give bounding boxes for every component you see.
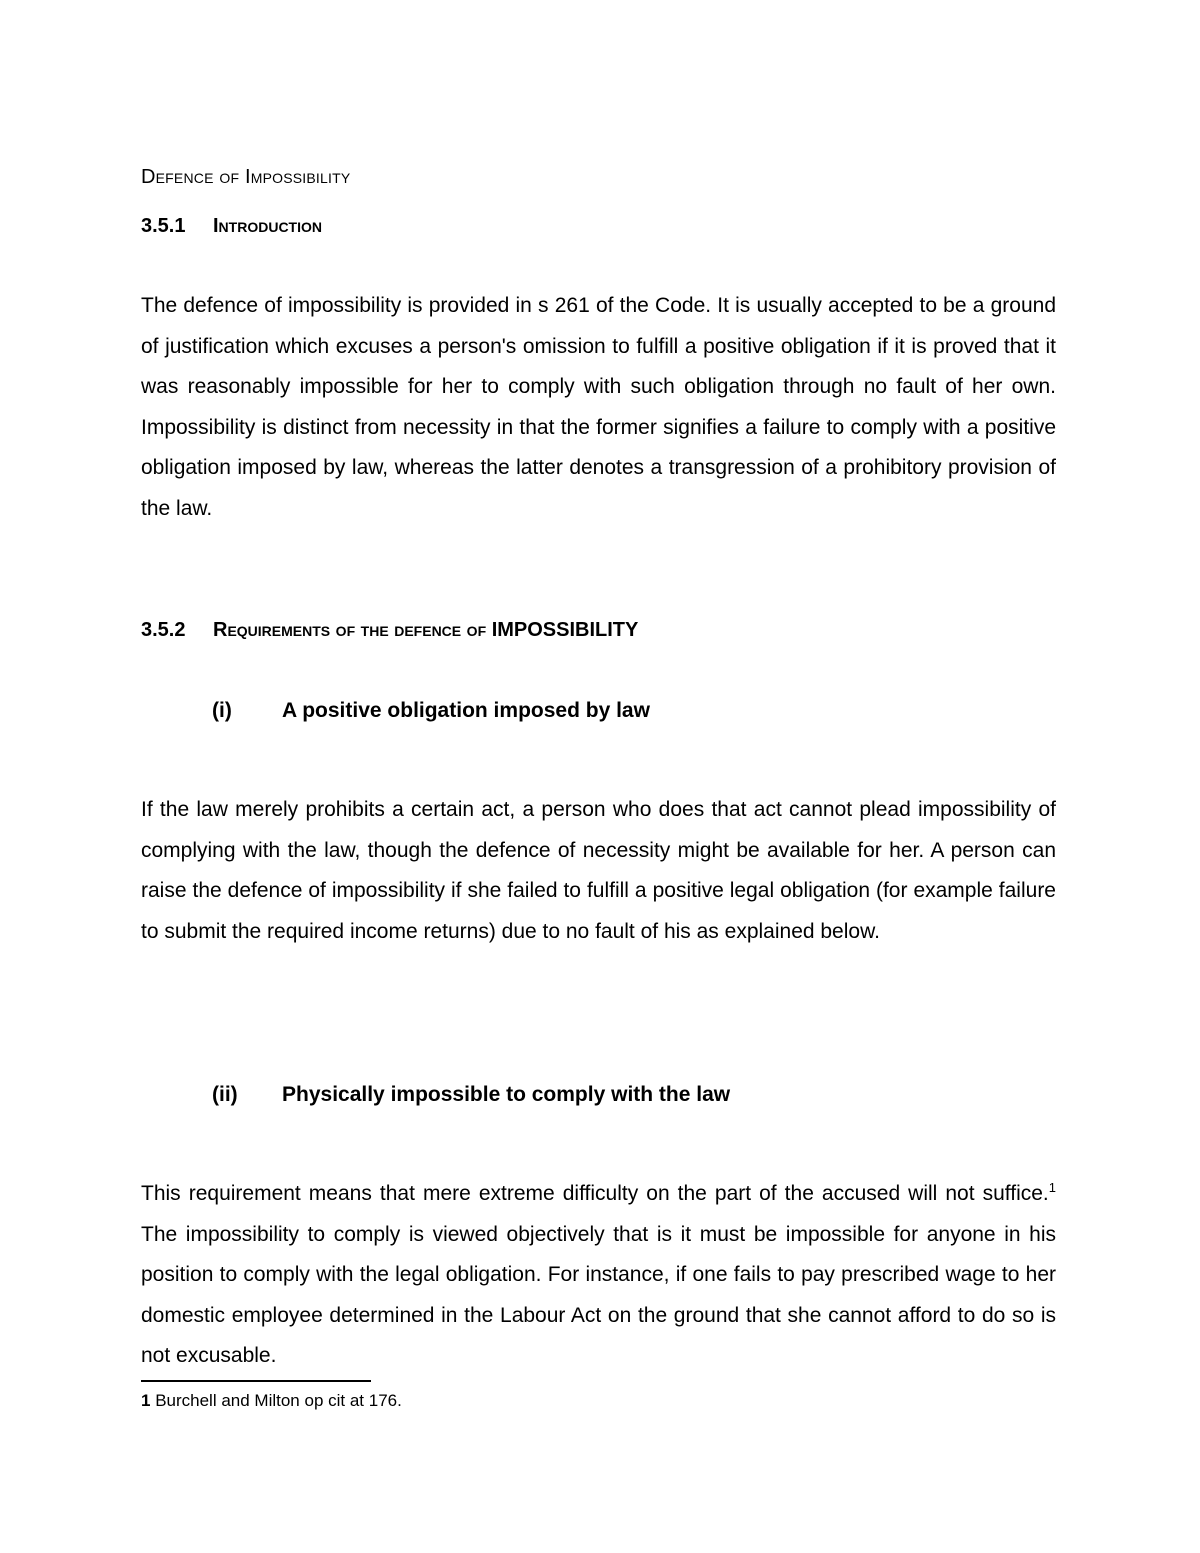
requirement-title: Physically impossible to comply with the law — [282, 1083, 731, 1106]
footnote-number: 1 — [141, 1391, 151, 1410]
requirement-i-paragraph — [141, 790, 1056, 952]
section-title-upper: IMPOSSIBILITY — [491, 619, 639, 641]
section-number: 3.5.2 — [141, 619, 186, 641]
requirement-title: A positive obligation imposed by law — [282, 699, 650, 722]
requirement-heading-i — [212, 697, 650, 725]
requirement-heading-ii — [212, 1081, 730, 1109]
footnote-1 — [141, 1389, 402, 1413]
paragraph-text-end: The impossibility to comply is viewed objectively that is it must be impossible for anyone in his position to comply with the legal obligation. For instance, if one fails to pay prescribed wage to her domestic employee determined in the Labour Act on the ground that she cannot afford to do so is not excusable. — [141, 1222, 1056, 1368]
requirement-number: (i) — [212, 699, 232, 722]
paragraph-text — [141, 1174, 1056, 1377]
section-title: Introduction — [213, 215, 322, 237]
footnote-text: Burchell and Milton op cit at 176. — [150, 1391, 402, 1410]
introduction-paragraph — [141, 286, 1056, 530]
section-heading-requirements — [141, 616, 638, 644]
requirement-number: (ii) — [212, 1083, 238, 1106]
document-title: Defence of Impossibility — [141, 166, 351, 188]
section-title-smallcaps: Requirements of the defence of — [213, 619, 492, 641]
section-number: 3.5.1 — [141, 215, 186, 237]
footnote-reference[interactable]: 1 — [1048, 1180, 1056, 1195]
requirement-ii-paragraph — [141, 1174, 1056, 1377]
section-heading-introduction — [141, 212, 322, 240]
paragraph-text: The defence of impossibility is provided in s 261 of the Code. It is usually accepted to be a ground of justification which excuses a person's omission to fulfill a positive obligation if it is proved that it was reasonably impossible for her to comply with such obligation through no fault of her own. Impossibility is distinct from necessity in that the former signifies a failure to comply with a positive obligation imposed by law, whereas the latter denotes a transgression of a prohibitory provision of the law. — [141, 294, 1056, 520]
paragraph-text: If the law merely prohibits a certain act, a person who does that act cannot plead impossibility of complying with the law, though the defence of necessity might be available for her. A person can raise the defence of impossibility if she failed to fulfill a positive legal obligation (for example failure to submit the required income returns) due to no fault of his as explained below. — [141, 798, 1056, 943]
paragraph-text-start: This requirement means that mere extreme difficulty on the part of the accused will not suffice. — [141, 1182, 1049, 1205]
footnote-separator — [141, 1380, 371, 1382]
